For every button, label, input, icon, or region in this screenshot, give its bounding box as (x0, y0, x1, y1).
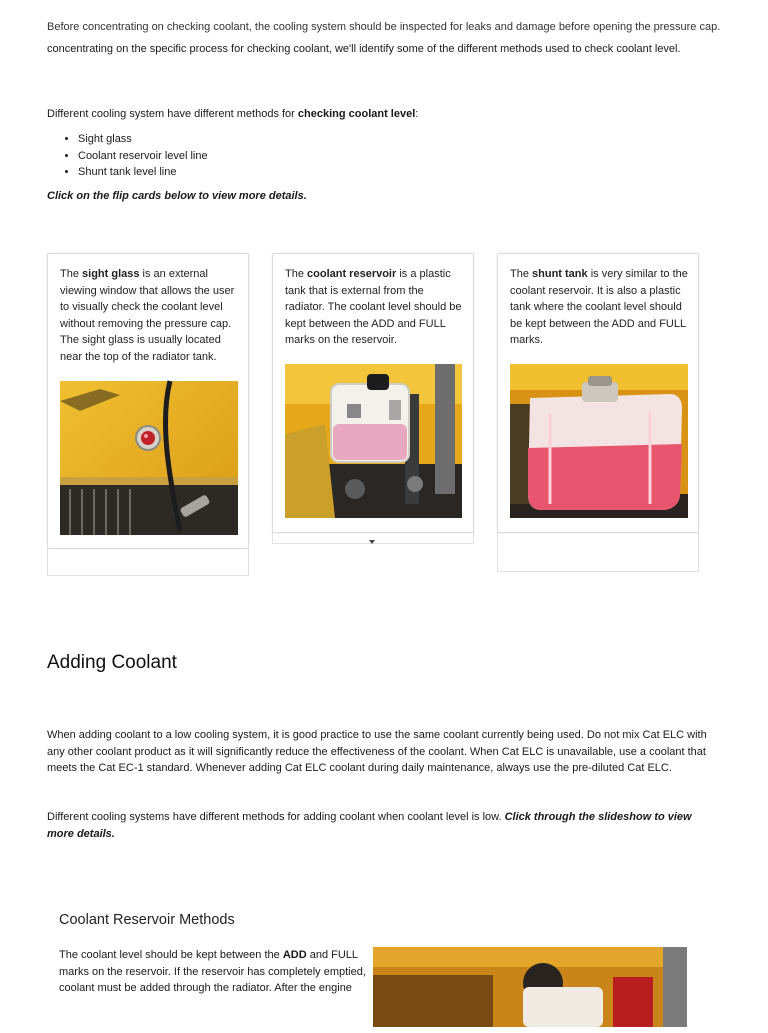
card-text: The sight glass is an external viewing window that allows the user to visually check the coolant level without removing the pressure cap. The sight glass is usually located near the top of the radiator tank. (60, 268, 235, 363)
card-text: The shunt tank is very similar to the coolant reservoir. It is also a plastic tank where the coolant level should be kept between the ADD and FULL marks. (510, 268, 688, 346)
coolant-reservoir-photo-icon (285, 364, 462, 518)
chevron-down-icon (369, 540, 375, 544)
shunt-tank-photo-icon (510, 364, 688, 518)
flip-card-sight-glass[interactable] (47, 253, 249, 549)
adding-coolant-paragraph: When adding coolant to a low cooling system, it is good practice to use the same coolant currently being used. Do not mix Cat ELC with any other coolant product as it will significantly reduce the effectiveness of the coolant. When Cat ELC is unavailable, use a coolant that meets the Cat EC-1 standard. Whenever adding Cat ELC coolant during daily maintenance, always use the pre-diluted Cat ELC. (47, 729, 707, 774)
flip-card-instruction: Click on the flip cards below to view more details. (47, 190, 307, 202)
reservoir-slide-photo-icon (373, 947, 687, 1027)
methods-list (60, 131, 208, 181)
list-item: • Coolant reservoir level line (78, 148, 208, 165)
sight-glass-photo-icon (60, 381, 238, 535)
clipped-intro-line: Before concentrating on checking coolant, the cooling system should be inspected for leaks and damage before opening the pressure cap. (47, 21, 721, 33)
adding-methods-paragraph: Different cooling systems have different methods for adding coolant when coolant level is low. Click through the slideshow to view more details. (47, 811, 692, 840)
flip-card-back-edge (47, 546, 249, 576)
flip-card-shunt-tank[interactable] (497, 253, 699, 533)
card-text: The coolant reservoir is a plastic tank that is external from the radiator. The coolant level should be kept between the ADD and FULL marks on the reservoir. (285, 268, 462, 346)
flip-card-coolant-reservoir[interactable] (272, 253, 474, 533)
list-item: • Sight glass (78, 131, 208, 148)
list-item: • Shunt tank level line (78, 164, 208, 181)
intro-text: concentrating on the specific process for checking coolant, we'll identify some of the different methods used to check coolant level. (47, 43, 681, 55)
slide-title: Coolant Reservoir Methods (59, 912, 235, 928)
slide-text: The coolant level should be kept between the ADD and FULL marks on the reservoir. If the reservoir has completely emptied, coolant must be added through the radiator. After the engine (59, 949, 366, 994)
section-heading-adding-coolant: Adding Coolant (47, 652, 177, 673)
methods-lead: Different cooling system have different methods for checking coolant level: (47, 108, 419, 120)
flip-card-back-edge (497, 530, 699, 572)
